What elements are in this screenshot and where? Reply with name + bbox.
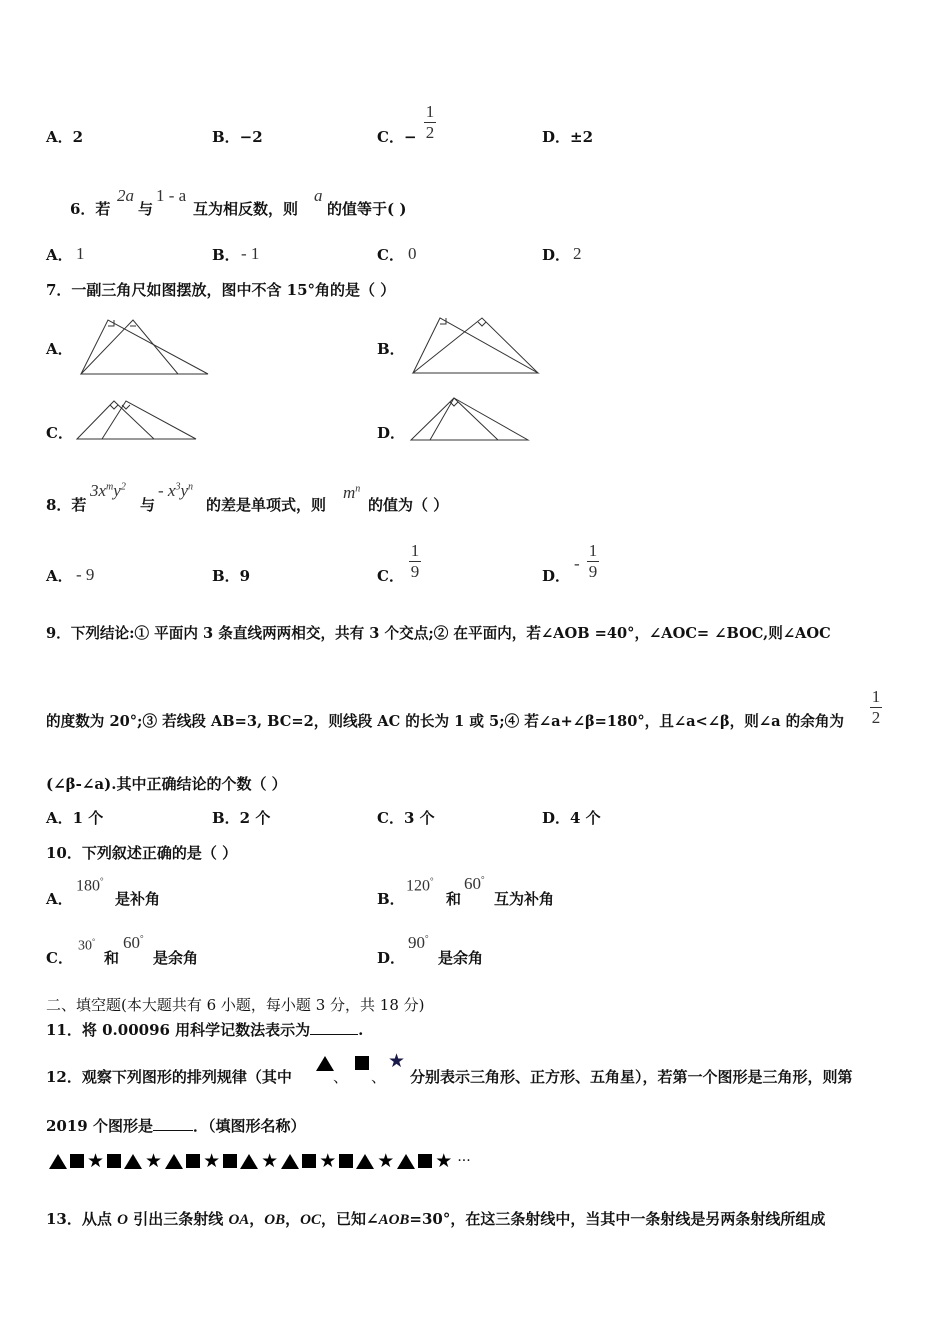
q12-line1-pre: 12．观察下列图形的排列规律（其中 [46, 1068, 292, 1086]
degree-sign: ° [481, 874, 485, 885]
q9-fraction [870, 688, 882, 727]
q6-option-c-label: C． [377, 246, 404, 264]
degree-sign: ° [430, 876, 434, 886]
triangle-icon [397, 1154, 415, 1169]
q10-option-d-expr [408, 933, 429, 953]
angle-value: 90 [408, 933, 425, 952]
q7-stem: 7．一副三角尺如图摆放，图中不含 15°角的是（ ） [46, 281, 396, 299]
degree-sign: ° [425, 933, 429, 944]
ray-oc: OC [300, 1212, 321, 1228]
q8-option-a-label: A． [46, 567, 73, 585]
section-2-header: 二、填空题(本大题共有 6 小题，每小题 3 分，共 18 分) [46, 996, 425, 1014]
q8-expr2-exp-3: 3 [175, 481, 181, 493]
q8-expr2-base: - x [158, 481, 176, 500]
q10-option-a-expr [76, 876, 104, 895]
q12-line2 [46, 1116, 306, 1136]
fraction-denominator: 9 [410, 562, 420, 581]
q10-option-b-expr2 [464, 874, 485, 894]
square-icon [355, 1056, 369, 1070]
q11 [46, 1020, 363, 1040]
star-icon: ★ [87, 1150, 105, 1172]
q6-stem-post: 的值等于( ) [327, 200, 407, 218]
q5-option-c-fraction [424, 103, 436, 142]
q12-line1-post: 分别表示三角形、正方形、五角星），若第一个图形是三角形，则第 [410, 1068, 853, 1086]
q10-option-c-text: 是余角 [153, 949, 199, 967]
q7-figure-a [78, 318, 213, 378]
q8-option-c-fraction [409, 542, 421, 581]
fraction-numerator: 1 [425, 102, 435, 121]
q6-expr-2a: 2a [117, 186, 134, 205]
q8-stem-mid2: 的差是单项式，则 [206, 496, 327, 514]
fraction-denominator: 2 [425, 123, 435, 142]
ellipsis: ··· [457, 1153, 471, 1169]
ray-oa: OA [228, 1212, 250, 1228]
triangle-icon [124, 1154, 142, 1169]
square-icon [418, 1154, 432, 1168]
q10-option-b-label: B． [377, 890, 405, 908]
fraction-denominator: 9 [588, 562, 598, 581]
star-icon: ★ [388, 1050, 406, 1072]
q6-option-c-value: 0 [408, 244, 417, 263]
q12-shape-sequence [49, 1152, 471, 1170]
q8-expr2-exp-n: n [188, 481, 194, 493]
q12-sep1: 、 [333, 1068, 349, 1086]
q8-expr1 [90, 481, 126, 501]
triangle-icon [240, 1154, 258, 1169]
point-o: O [117, 1212, 128, 1228]
q8-expr3-base: m [343, 483, 356, 502]
q8-option-c-label: C． [377, 567, 404, 585]
q8-option-d-sign: - [574, 554, 580, 573]
q10-option-c-label: C． [46, 949, 73, 967]
fraction-denominator: 2 [871, 708, 881, 727]
q10-option-c-and: 和 [104, 949, 120, 967]
q10-option-d-text: 是余角 [438, 949, 484, 967]
q9-option-b: B．2 个 [212, 809, 271, 827]
q5-option-c-label: C．− [377, 128, 417, 146]
comma: ， [249, 1210, 265, 1228]
q13-pre: 13．从点 [46, 1210, 112, 1228]
star-icon: ★ [203, 1150, 221, 1172]
q13-line [46, 1209, 825, 1230]
q11-stem: 11．将 0.00096 用科学记数法表示为 [46, 1021, 311, 1039]
degree-sign: ° [100, 876, 104, 886]
q12-answer-blank[interactable] [153, 1116, 193, 1131]
q6-option-d-value: 2 [573, 244, 582, 263]
q9-line2: 的度数为 20°;③ 若线段 AB=3, BC=2，则线段 AC 的长为 1 或 5;④ 若∠a+∠β=180°，且∠a<∠β，则∠a 的余角为 [46, 713, 845, 730]
q6-stem-mid2: 互为相反数，则 [193, 200, 299, 218]
q8-expr1-exp-2: 2 [120, 481, 126, 493]
fraction-numerator: 1 [871, 687, 881, 706]
q6-stem-mid1: 与 [138, 200, 154, 218]
triangle-icon [316, 1056, 334, 1071]
fraction-numerator: 1 [410, 541, 420, 560]
q8-expr1-exp-m: m [106, 481, 114, 493]
q12-sep2: 、 [371, 1068, 387, 1086]
q5-option-b: B．−2 [212, 128, 263, 146]
triangle-icon [49, 1154, 67, 1169]
angle-value: 60 [464, 874, 481, 893]
q7-option-d-label: D． [377, 424, 406, 442]
q11-answer-blank[interactable] [310, 1020, 358, 1035]
star-icon: ★ [319, 1150, 337, 1172]
star-icon: ★ [435, 1150, 453, 1172]
q8-expr1-base: 3x [90, 481, 107, 500]
q9-option-d: D．4 个 [542, 809, 601, 827]
q6-option-b-value: - 1 [241, 244, 260, 263]
q6-stem-pre: 6．若 [70, 200, 111, 218]
degree-sign: ° [92, 937, 96, 946]
square-icon [339, 1154, 353, 1168]
triangle-icon [281, 1154, 299, 1169]
angle-value: 120 [406, 877, 430, 895]
q10-stem: 10．下列叙述正确的是（ ） [46, 844, 238, 862]
q8-expr2 [158, 481, 193, 501]
fraction-numerator: 1 [588, 541, 598, 560]
q10-option-c-expr2 [123, 933, 144, 953]
square-icon [70, 1154, 84, 1168]
q11-end: . [358, 1021, 364, 1039]
angle-aob: AOB [378, 1212, 410, 1228]
q8-option-a-value: - 9 [76, 565, 95, 584]
q9-line1: 9．下列结论:① 平面内 3 条直线两两相交，共有 3 个交点;② 在平面内，若∠AOB =40°，∠AOC= ∠BOC,则∠AOC [46, 625, 831, 642]
q10-option-a-text: 是补角 [115, 890, 161, 908]
q5-option-d: D．±2 [542, 128, 594, 146]
star-icon: ★ [377, 1150, 395, 1172]
q9-line3: (∠β-∠a).其中正确结论的个数（ ） [46, 775, 287, 793]
q6-expr-a: a [314, 186, 323, 205]
q7-figure-b [410, 316, 542, 376]
triangle-icon [165, 1154, 183, 1169]
q13-mid1: 引出三条射线 [133, 1210, 224, 1228]
star-icon: ★ [261, 1150, 279, 1172]
square-icon [107, 1154, 121, 1168]
q12-line2-pre: 2019 个图形是 [46, 1117, 153, 1135]
q10-option-c-expr1 [78, 937, 95, 955]
comma: ， [285, 1210, 301, 1228]
q7-option-b-label: B． [377, 340, 405, 358]
q9-option-a: A．1 个 [46, 809, 104, 827]
q10-option-d-label: D． [377, 949, 406, 967]
q6-option-d-label: D． [542, 246, 571, 264]
q8-stem-pre: 8．若 [46, 496, 87, 514]
q8-option-d-label: D． [542, 567, 571, 585]
ray-ob: OB [264, 1212, 286, 1228]
q10-option-a-label: A． [46, 890, 73, 908]
q7-option-a-label: A． [46, 340, 73, 358]
square-icon [223, 1154, 237, 1168]
q7-figure-d [408, 396, 532, 444]
q10-option-b-text: 互为补角 [494, 890, 555, 908]
q8-expr3 [343, 483, 360, 503]
q8-stem-mid1: 与 [140, 496, 156, 514]
q5-option-a: A．2 [46, 128, 84, 146]
q12-line2-post: ．（填图形名称） [192, 1117, 306, 1135]
q8-expr2-y: y [180, 481, 189, 500]
square-icon [302, 1154, 316, 1168]
q8-option-d-fraction [587, 542, 599, 581]
triangle-icon [356, 1154, 374, 1169]
q6-option-a-label: A． [46, 246, 73, 264]
q8-stem-post: 的值为（ ） [368, 496, 449, 514]
angle-value: 180 [76, 877, 100, 895]
angle-value: 60 [123, 933, 140, 952]
q10-option-b-expr1 [406, 876, 434, 895]
q9-option-c: C．3 个 [377, 809, 435, 827]
q6-expr-1-a: 1 - a [156, 186, 187, 205]
q8-expr3-exp-n: n [355, 483, 361, 495]
q6-option-a-value: 1 [76, 244, 85, 263]
q13-mid2: ，已知∠ [321, 1210, 379, 1228]
q7-option-c-label: C． [46, 424, 73, 442]
q6-option-b-label: B． [212, 246, 240, 264]
square-icon [186, 1154, 200, 1168]
q10-option-b-and: 和 [446, 890, 462, 908]
q7-figure-c [74, 398, 200, 442]
q8-option-b: B．9 [212, 567, 251, 585]
star-icon: ★ [145, 1150, 163, 1172]
angle-value: 30 [78, 938, 92, 954]
q8-expr1-y: y [113, 481, 121, 500]
q13-post: =30°，在这三条射线中，当其中一条射线是另两条射线所组成 [409, 1210, 826, 1228]
degree-sign: ° [140, 933, 144, 944]
